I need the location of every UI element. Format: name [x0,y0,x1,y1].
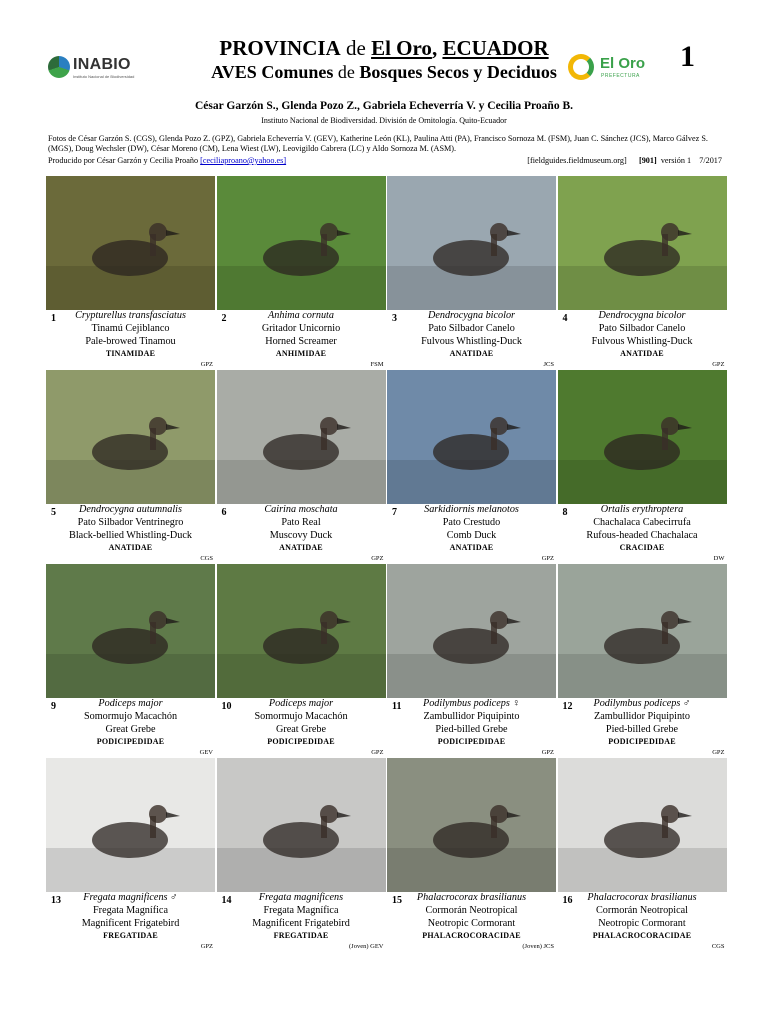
species-english-name: Black-bellied Whistling-Duck [69,530,192,541]
date-text: 7/2017 [699,156,722,165]
bird-photo-icon [46,370,215,504]
species-english-name: Comb Duck [446,530,497,541]
photo-credit: GPZ [371,749,384,756]
species-card [387,758,556,950]
species-scientific-name: Fregata magnificens ♂ [83,892,178,903]
species-spanish-name: Chachalaca Cabecirrufa [593,517,691,528]
species-spanish-name: Zambullidor Piquipinto [594,711,690,722]
el-oro-logo-sub: PREFECTURA [601,73,640,79]
species-photo [46,564,215,698]
species-number: 8 [562,507,568,518]
species-number: 16 [562,895,573,906]
species-card [217,758,386,950]
species-scientific-name: Anhima cornuta [268,310,334,321]
species-scientific-name: Dendrocygna bicolor [598,310,686,321]
species-scientific-name: Ortalis erythroptera [600,504,684,515]
species-family: PODICIPEDIDAE [267,737,335,746]
title-ecuador: ECUADOR [442,36,549,60]
guide-meta [527,156,722,165]
species-photo [387,370,556,504]
species-number: 15 [392,895,402,906]
authors: César Garzón S., Glenda Pozo Z., Gabriela Echeverría V. y Cecilia Proaño B. [195,100,573,112]
species-number: 14 [221,895,232,906]
species-spanish-name: Pato Silbador Ventrinegro [77,517,184,528]
species-family: PODICIPEDIDAE [96,737,165,746]
bird-photo-icon [558,176,727,310]
species-card [558,176,727,368]
species-scientific-name: Sarkidiornis melanotos [424,504,519,515]
bird-photo-icon [387,564,556,698]
bird-photo-icon [46,758,215,892]
species-card [387,176,556,368]
photo-credit: GPZ [541,555,554,562]
species-english-name: Fulvous Whistling-Duck [421,336,522,347]
version-text: versión 1 [660,156,692,165]
species-english-name: Great Grebe [275,724,327,735]
photo-credit: GPZ [541,749,554,756]
species-number: 13 [51,895,61,906]
species-photo [387,758,556,892]
photo-credit: CGS [200,555,213,562]
species-spanish-name: Gritador Unicornio [261,323,341,334]
produced-by-text: Producido por César Garzón y Cecilia Proaño [48,156,199,165]
photo-credits: Fotos de César Garzón S. (CGS), Glenda Pozo Z. (GPZ), Gabriela Echeverría V. (GEV), Katherine León (KL), Paulina Atti (PA), Francisco Sornoza M. (FSM), Juan C. Sánchez (JCS), Marco Gálvez S. (MGS), Doug Wechsler (DW), César Moreno (CM), Lena Wiest (LW), Leovigildo Cabrera (LC) y Aldo Sornoza M. (ASM). [48,134,708,154]
species-scientific-name: Phalacrocorax brasilianus [416,892,527,903]
species-photo [46,370,215,504]
species-scientific-name: Fregata magnificens [258,892,344,903]
species-spanish-name: Fregata Magnífica [263,905,339,916]
species-photo [558,370,727,504]
species-family: FREGATIDAE [103,931,158,940]
photo-credit: GPZ [200,943,213,950]
species-number: 6 [221,507,227,518]
species-scientific-name: Podilymbus podiceps ♀ [422,698,521,709]
species-family: TINAMIDAE [105,349,156,358]
bird-photo-icon [46,564,215,698]
photo-credit: GEV [199,749,213,756]
species-family: PODICIPEDIDAE [608,737,676,746]
subtitle-de: de [333,62,360,82]
species-spanish-name: Tinamú Cejiblanco [91,323,170,334]
species-english-name: Pied-billed Grebe [605,724,679,735]
species-photo [217,758,386,892]
photo-credit: DW [713,555,725,562]
species-spanish-name: Cormorán Neotropical [596,905,688,916]
species-photo [387,176,556,310]
species-english-name: Magnificent Frigatebird [252,918,350,929]
species-spanish-name: Fregata Magnífica [93,905,168,916]
site-text: [fieldguides.fieldmuseum.org] [527,156,627,165]
page-number: 1 [680,40,695,73]
species-family: ANATIDAE [108,543,153,552]
bird-photo-icon [217,564,386,698]
species-family: PODICIPEDIDAE [437,737,506,746]
bird-photo-icon [558,564,727,698]
species-photo [46,758,215,892]
species-photo [558,564,727,698]
bird-photo-icon [558,370,727,504]
species-card [558,758,727,950]
species-family: ANATIDAE [449,543,494,552]
species-spanish-name: Pato Silbador Canelo [598,323,686,334]
species-number: 7 [392,507,397,518]
species-english-name: Pale-browed Tinamou [85,336,176,347]
photo-credit: GPZ [712,361,725,368]
species-photo [217,564,386,698]
subtitle-aves: AVES Comunes [211,62,334,82]
species-spanish-name: Pato Silbador Canelo [428,323,515,334]
inabio-logo-sub: Instituto Nacional de Biodiversidad [73,74,135,79]
photo-credit: CGS [711,943,725,950]
species-family: ANHIMIDAE [275,349,327,358]
inabio-logo-name: INABIO [73,56,131,73]
species-spanish-name: Cormorán Neotropical [425,905,518,916]
page-header [0,0,768,175]
species-card [558,564,727,756]
species-scientific-name: Dendrocygna bicolor [427,310,516,321]
species-family: PHALACROCORACIDAE [592,931,692,940]
bird-photo-icon [387,176,556,310]
species-spanish-name: Pato Crestudo [442,517,501,528]
subtitle-habitat: Bosques Secos y Deciduos [359,62,557,82]
guide-id: [901] [638,156,657,165]
species-card [46,564,215,756]
species-card [387,564,556,756]
email-link[interactable]: [ceciliaproano@yahoo.es] [200,156,287,165]
species-english-name: Magnificent Frigatebird [81,918,180,929]
species-photo [46,176,215,310]
species-spanish-name: Somormujo Macachón [83,711,178,722]
species-card [46,176,215,368]
species-english-name: Great Grebe [105,724,156,735]
species-number: 5 [51,507,56,518]
title-comma: , [431,36,443,60]
institution: Instituto Nacional de Biodiversidad. División de Ornitología. Quito-Ecuador [261,116,507,125]
species-card [558,370,727,562]
species-scientific-name: Podiceps major [268,698,334,709]
species-card [217,370,386,562]
species-number: 9 [51,701,56,712]
photo-credit: (Joven) JCS [522,943,554,950]
species-english-name: Pied-billed Grebe [435,724,508,735]
species-photo [387,564,556,698]
species-card [46,758,215,950]
species-card [387,370,556,562]
species-english-name: Muscovy Duck [269,530,333,541]
species-number: 11 [392,701,402,712]
species-number: 10 [221,701,232,712]
title-province: PROVINCIA [219,36,341,60]
bird-photo-icon [217,370,386,504]
species-photo [217,370,386,504]
species-english-name: Neotropic Cormorant [598,918,686,929]
produced-by [48,156,286,165]
species-scientific-name: Dendrocygna autumnalis [79,504,182,515]
title-de: de [340,36,372,60]
species-family: PHALACROCORACIDAE [422,931,521,940]
species-scientific-name: Podiceps major [98,698,163,709]
photo-credit: FSM [370,361,384,368]
el-oro-logo [568,52,658,84]
el-oro-logo-icon [568,54,594,80]
species-photo [558,758,727,892]
species-family: ANATIDAE [620,349,664,358]
species-spanish-name: Pato Real [281,517,321,528]
species-scientific-name: Phalacrocorax brasilianus [587,892,697,903]
bird-photo-icon [217,758,386,892]
species-number: 2 [221,313,227,324]
species-number: 12 [562,701,573,712]
species-card [217,176,386,368]
species-number: 4 [562,313,568,324]
bird-photo-icon [558,758,727,892]
species-family: FREGATIDAE [273,931,329,940]
species-family: CRACIDAE [619,543,665,552]
species-card [217,564,386,756]
bird-photo-icon [46,176,215,310]
species-spanish-name: Somormujo Macachón [254,711,348,722]
species-english-name: Neotropic Cormorant [427,918,516,929]
species-english-name: Fulvous Whistling-Duck [591,336,693,347]
species-card [46,370,215,562]
species-scientific-name: Cairina moschata [264,504,338,515]
species-number: 1 [51,313,56,324]
species-scientific-name: Crypturellus transfasciatus [75,310,186,321]
photo-credit: (Joven) GEV [349,943,384,950]
photo-credit: GPZ [200,361,213,368]
title-el-oro: El Oro [371,36,432,60]
el-oro-logo-name: El Oro [600,55,646,72]
photo-credit: GPZ [371,555,384,562]
species-number: 3 [392,313,397,324]
species-family: ANATIDAE [279,543,323,552]
species-photo [558,176,727,310]
species-family: ANATIDAE [449,349,494,358]
bird-photo-icon [217,176,386,310]
bird-photo-icon [387,370,556,504]
photo-credit: JCS [543,361,554,368]
species-photo [217,176,386,310]
photo-credit: GPZ [712,749,725,756]
species-english-name: Rufous-headed Chachalaca [586,530,698,541]
species-scientific-name: Podilymbus podiceps ♂ [593,698,691,709]
bird-photo-icon [387,758,556,892]
species-spanish-name: Zambullidor Piquipinto [423,711,520,722]
species-english-name: Horned Screamer [265,336,337,347]
